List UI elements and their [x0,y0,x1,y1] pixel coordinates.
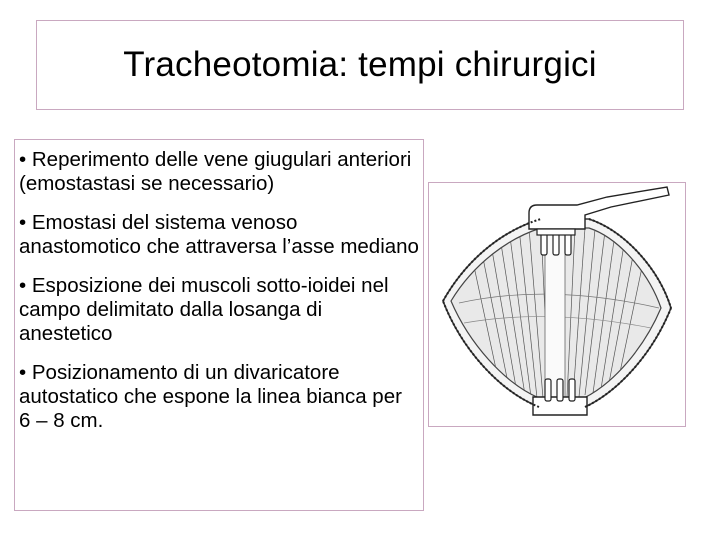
title-box [36,20,684,110]
bullet-item: • Esposizione dei muscoli sotto-ioidei nel campo delimitato dalla losanga di anestetico [19,274,389,345]
linea-bianca [545,231,565,397]
surgical-illustration [428,182,686,427]
retractor-drawing [429,183,685,426]
bullet-list [14,139,424,511]
slide-title: Tracheotomia: tempi chirurgici [123,45,597,84]
bullet-item: • Emostasi del sistema venoso anastomotico che attraversa l’asse mediano [19,211,419,258]
bullet-item: • Posizionamento di un divaricatore autostatico che espone la linea bianca per 6 – 8 cm. [19,361,402,432]
bullet-item: • Reperimento delle vene giugulari anteriori (emostastasi se necessario) [19,148,412,195]
